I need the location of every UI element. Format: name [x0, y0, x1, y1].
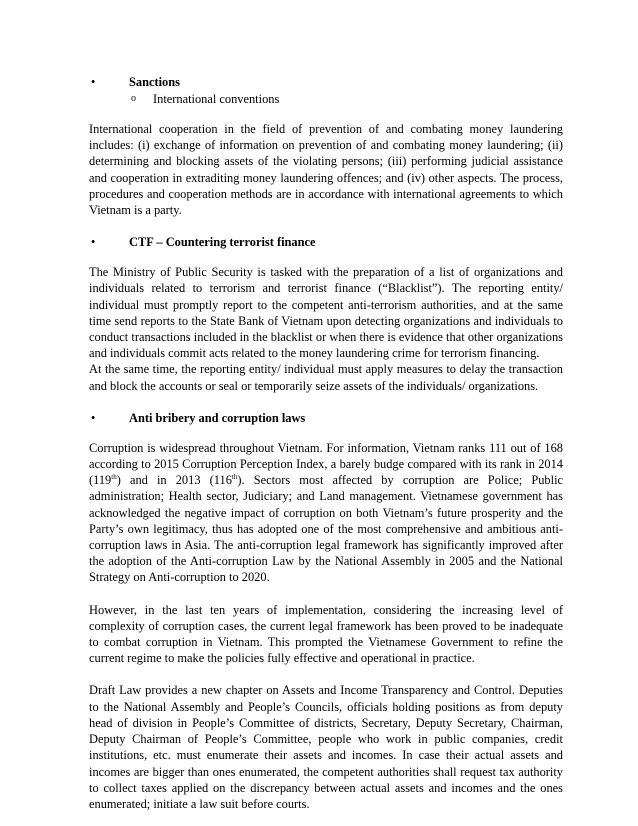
text-run: Corruption is widespread throughout Vietnam. For information, Vietnam ranks 111 out of 168 according to 2015 Corruption Perception Index, a barely budge compared with its rank in 2014 (119 — [89, 440, 563, 488]
bullet-icon: • — [91, 410, 96, 425]
paragraph-anti-bribery-2: However, in the last ten years of implementation, considering the increasing level of complexity of corruption cases, the current legal framework has been proved to be inadequate to combat corruption in Vietnam. This prompted the Vietnamese Government to refine the current regime to make the policies fully effective and operational in practice. — [89, 602, 563, 666]
bullet-ctf — [89, 234, 563, 251]
bullet-icon: • — [91, 75, 96, 89]
heading-sanctions: Sanctions — [129, 75, 180, 89]
document-page — [89, 74, 563, 812]
superscript: th — [111, 473, 117, 482]
sub-item-label: International conventions — [153, 92, 280, 106]
bullet-icon: • — [91, 235, 96, 250]
text-run: ) and in 2013 (116 — [116, 473, 232, 488]
paragraph-anti-bribery-1 — [89, 440, 563, 586]
superscript: th — [231, 473, 238, 482]
text-run: ). Sectors most affected by corruption are Police; Public administration; Health sector, Judiciary; and Land management. Vietnamese government has acknowledged the negative impact of corruption on both Vietnam’s future prosperity and the Party’s own legitimacy, thus has adopted one of the most comprehensive and ambitious anti-corruption laws in Asia. The anti-corruption legal framework has significantly improved after the adoption of the Anti-corruption Law by the National Assembly in 2005 and the National Strategy on Anti-corruption to 2020. — [89, 473, 564, 585]
paragraph-ctf-2: At the same time, the reporting entity/ individual must apply measures to delay the transaction and block the accounts or seal or temporarily seize assets of the individuals/ organizations. — [89, 362, 563, 393]
sub-item-international-conventions — [89, 91, 563, 108]
sub-bullet-icon: o — [131, 93, 136, 104]
paragraph-anti-bribery-3: Draft Law provides a new chapter on Assets and Income Transparency and Control. Deputies to the National Assembly and People’s Councils, officials holding positions as from deputy head of division in People’s Committee of districts, Secretary, Deputy Secretary, Chairman, Deputy Chairman of People’s Committee, people who work in public companies, credit institutions, etc. must enumerate their assets and incomes. In case their actual assets and incomes are bigger than ones enumerated, the competent authorities shall request tax authority to collect taxes applied on the discrepancy between actual assets and incomes and the ones enumerated; initiate a law suit before courts. — [89, 683, 563, 811]
bullet-sanctions — [89, 74, 563, 91]
heading-anti-bribery: Anti bribery and corruption laws — [129, 410, 306, 425]
heading-ctf: CTF – Countering terrorist finance — [129, 235, 316, 250]
paragraph-ctf-1: The Ministry of Public Security is tasked with the preparation of a list of organizations and individuals related to terrorism and terrorist finance (“Blacklist”). The reporting entity/ individual must promptly report to the competent anti-terrorism authorities, and at the same time send reports to the State Bank of Vietnam upon detecting organizations and individuals to conduct transactions included in the blacklist or when there is evidence that other organizations and individuals commit acts related to the money laundering crime for terrorism financing. — [89, 265, 563, 361]
bullet-anti-bribery — [89, 410, 563, 427]
paragraph-sanctions: International cooperation in the field of prevention of and combating money laundering includes: (i) exchange of information on prevention of and combating money laundering; (ii) determining and blocking assets of the violating persons; (iii) performing judicial assistance and cooperation in extraditing money laundering offences; and (iv) other aspects. The process, procedures and cooperation methods are in accordance with international agreements to which Vietnam is a party. — [89, 122, 563, 218]
